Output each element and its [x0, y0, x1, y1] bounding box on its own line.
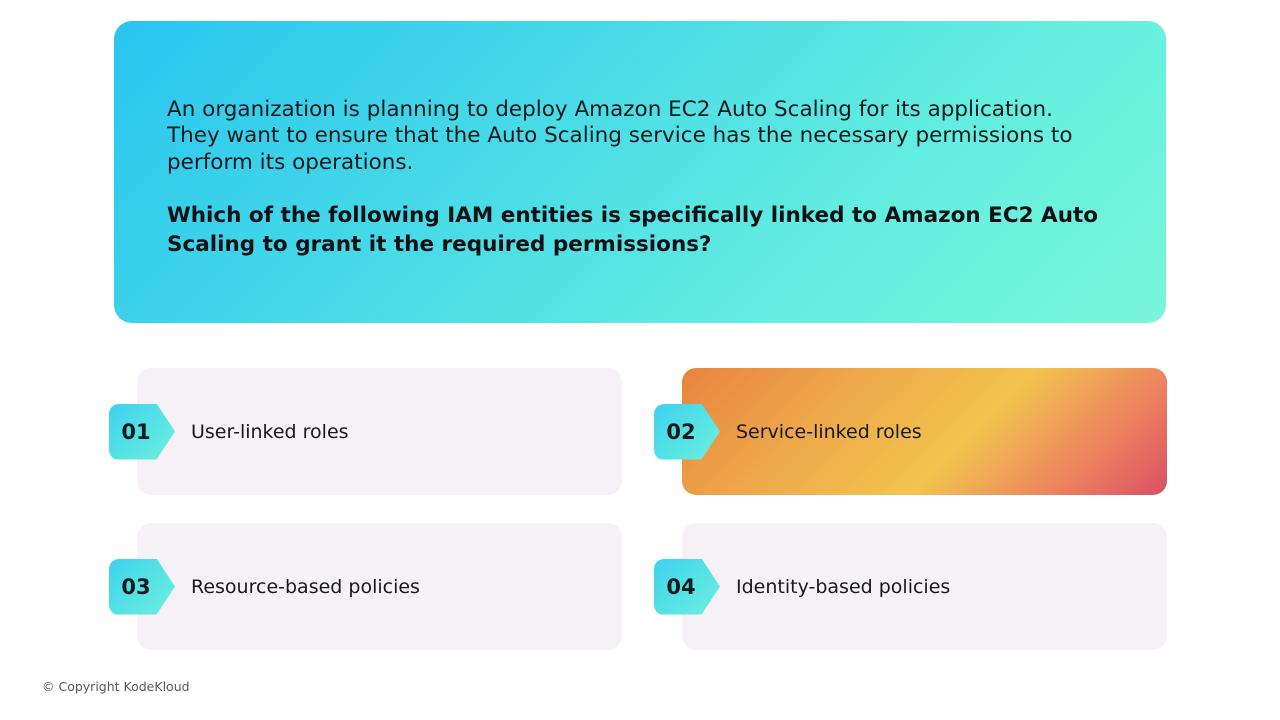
option-number-03: 03 — [121, 574, 151, 599]
option-item-03[interactable] — [121, 523, 622, 650]
option-item-01[interactable] — [121, 368, 622, 495]
option-label-04: Identity-based policies — [736, 575, 951, 598]
options-list — [121, 368, 1167, 650]
option-item-04[interactable] — [666, 523, 1167, 650]
option-number-02: 02 — [666, 419, 696, 444]
option-number-01: 01 — [121, 419, 151, 444]
option-number-badge-03 — [109, 559, 175, 615]
question-intro-text: An organization is planning to deploy Amazon EC2 Auto Scaling for its application. They want to ensure that the Auto Scaling service has the necessary permissions to perform its operations. — [167, 97, 1073, 175]
option-number-04: 04 — [666, 574, 696, 599]
option-number-badge-04 — [654, 559, 720, 615]
question-card — [114, 21, 1166, 323]
copyright-footer: © Copyright KodeKloud — [42, 679, 190, 694]
option-label-02: Service-linked roles — [736, 420, 922, 443]
option-number-badge-02 — [654, 404, 720, 460]
question-prompt-text: Which of the following IAM entities is specifically linked to Amazon EC2 Auto Scaling to grant it the required permissions? — [167, 203, 1099, 258]
option-number-badge-01 — [109, 404, 175, 460]
option-label-01: User-linked roles — [191, 420, 349, 443]
option-item-02[interactable] — [666, 368, 1167, 495]
option-label-03: Resource-based policies — [191, 575, 420, 598]
